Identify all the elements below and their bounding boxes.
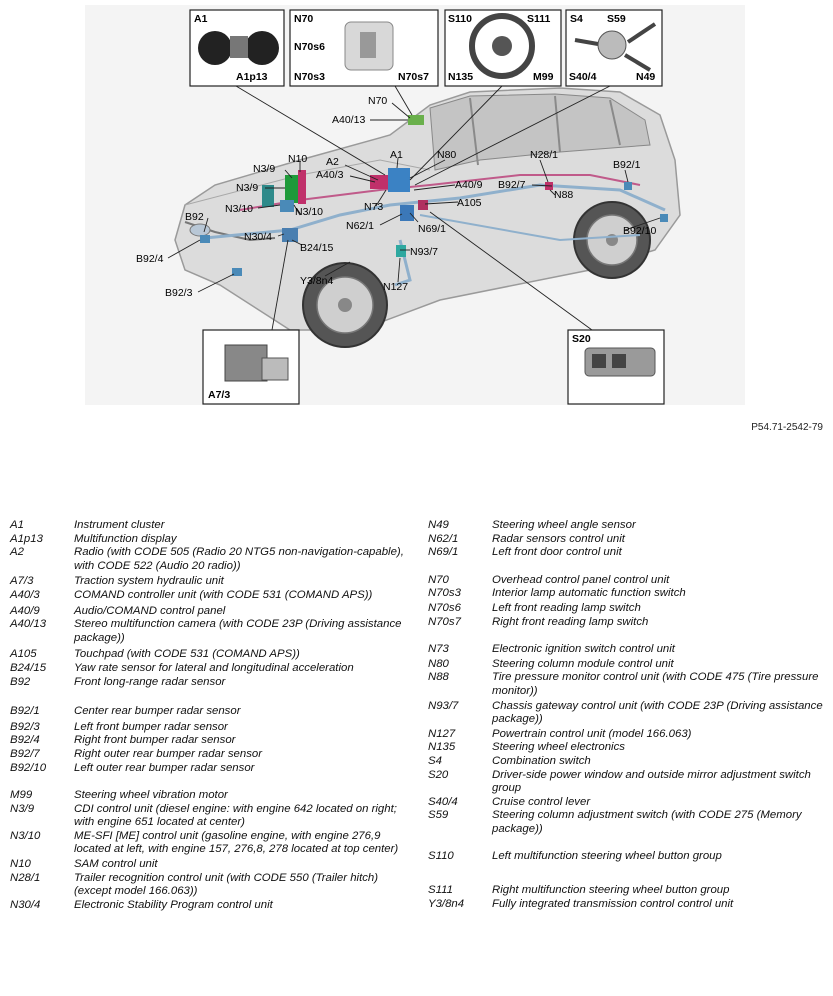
legend-row	[10, 858, 410, 872]
callout-label: B92/10	[623, 225, 657, 237]
legend-description: Center rear bumper radar sensor	[74, 705, 241, 718]
legend-row	[10, 734, 410, 748]
callout-label: N3/9	[236, 182, 259, 194]
callout-label: N10	[288, 153, 308, 165]
legend-code: N70s6	[428, 601, 461, 614]
callout-label: A1	[194, 13, 208, 25]
legend-row	[10, 589, 410, 603]
legend-code: B92/1	[10, 705, 40, 718]
callout-label: N69/1	[418, 223, 447, 235]
legend-description: Trailer recognition control unit (with CODE 550 (Trailer hitch) (except model 166.063))	[74, 871, 379, 898]
callout-label: N3/9	[253, 163, 276, 175]
callout-label: S40/4	[569, 71, 597, 83]
legend-description: Left front bumper radar sensor	[74, 720, 228, 733]
callout-label: B92/1	[613, 159, 641, 171]
legend-code: A1	[10, 519, 24, 531]
legend-row	[428, 602, 828, 616]
legend-row	[428, 898, 828, 912]
legend-description: Electronic ignition switch control unit	[492, 643, 675, 656]
legend-description: Interior lamp automatic function switch	[492, 587, 686, 600]
legend-description: Radar sensors control unit	[492, 532, 625, 545]
callout-label: S111	[527, 13, 551, 25]
callout-label: N135	[448, 71, 474, 83]
legend-description: Traction system hydraulic unit	[74, 575, 224, 588]
legend-code: N28/1	[10, 871, 41, 884]
callout-label: S4	[570, 13, 583, 25]
callout-label: B92	[185, 211, 204, 223]
legend-row	[428, 519, 828, 533]
legend-description: Steering wheel electronics	[492, 741, 625, 754]
legend-description: CDI control unit (diesel engine: with engine 642 located on right; with engine 651 located at center)	[74, 802, 397, 829]
legend-code: S20	[428, 768, 449, 781]
legend-code: N73	[428, 643, 449, 656]
legend-description: Instrument cluster	[74, 519, 165, 531]
legend-code: N3/9	[10, 802, 35, 815]
legend-code: Y3/8n4	[428, 897, 465, 910]
legend-description: SAM control unit	[74, 858, 158, 871]
legend-code: N88	[428, 671, 449, 684]
callout-label: N3/10	[225, 203, 254, 215]
legend-row	[10, 899, 410, 913]
legend-row	[10, 605, 410, 619]
legend-description: Right front bumper radar sensor	[74, 734, 236, 747]
legend-code: N127	[428, 727, 456, 740]
legend-row	[428, 587, 828, 601]
legend-row	[428, 796, 828, 810]
legend-description: COMAND controller unit (with CODE 531 (COMAND APS))	[74, 588, 373, 601]
legend-row	[10, 676, 410, 690]
legend-description: Powertrain control unit (model 166.063)	[492, 727, 692, 740]
legend-code: S59	[428, 809, 449, 822]
legend-code: M99	[10, 789, 33, 802]
callout-label: N28/1	[530, 149, 559, 161]
callout-label: A2	[326, 156, 339, 168]
legend-description: Steering wheel angle sensor	[492, 519, 636, 531]
legend-code: A1p13	[10, 532, 43, 545]
legend-description: Right multifunction steering wheel button group	[492, 884, 730, 897]
legend-code: S40/4	[428, 795, 458, 808]
callout-label: N80	[437, 149, 457, 161]
legend-row	[10, 575, 410, 589]
legend-code: A40/13	[10, 618, 47, 631]
callout-label: S20	[572, 333, 591, 345]
callout-label: N30/4	[244, 231, 273, 243]
callout-label: B24/15	[300, 242, 334, 254]
legend-row	[10, 872, 410, 899]
legend-description: Multifunction display	[74, 532, 177, 545]
legend-code: N135	[428, 741, 456, 754]
legend-description: Steering wheel vibration motor	[74, 789, 228, 802]
legend-code: N10	[10, 858, 31, 871]
callout-label: A40/3	[316, 169, 344, 181]
legend-description: Right front reading lamp switch	[492, 615, 649, 628]
legend-description: Front long-range radar sensor	[74, 675, 226, 688]
legend-code: N70s7	[428, 615, 461, 628]
callout-label: A40/13	[332, 114, 366, 126]
callout-label: N127	[383, 281, 409, 293]
legend-row	[10, 533, 410, 547]
legend-row	[10, 803, 410, 830]
legend-row	[428, 755, 828, 769]
legend-row	[10, 748, 410, 762]
callout-label: S59	[607, 13, 626, 25]
callout-label: N93/7	[410, 246, 439, 258]
legend-code: B24/15	[10, 661, 47, 674]
callout-label: M99	[533, 71, 554, 83]
legend-row	[428, 671, 828, 698]
legend-code: A40/9	[10, 604, 40, 617]
legend-description: Left outer rear bumper radar sensor	[74, 761, 255, 774]
legend-code: N80	[428, 657, 449, 670]
legend-description: Audio/COMAND control panel	[74, 604, 226, 617]
legend-row	[428, 700, 828, 727]
legend-description: Touchpad (with CODE 531 (COMAND APS))	[74, 648, 300, 661]
legend-code: N30/4	[10, 898, 41, 911]
legend-description: ME-SFI [ME] control unit (gasoline engine, with engine 276,9 located at left, with engine 157, 276,8, 278 located at top center)	[74, 829, 399, 856]
legend-description: Left front door control unit	[492, 546, 622, 559]
legend-row	[10, 721, 410, 735]
callout-label: B92/4	[136, 253, 164, 265]
legend-code: A40/3	[10, 588, 40, 601]
legend-row	[10, 830, 410, 857]
vehicle-component-diagram	[0, 0, 833, 440]
legend-description: Stereo multifunction camera (with CODE 23P (Driving assistance package))	[74, 618, 402, 644]
legend-row	[428, 616, 828, 630]
legend-description: Yaw rate sensor for lateral and longitudinal acceleration	[74, 661, 354, 674]
legend-code: N49	[428, 519, 449, 531]
legend-row	[10, 618, 410, 645]
legend-code: A105	[10, 648, 37, 661]
callout-label: N70s6	[294, 41, 325, 53]
legend-description: Chassis gateway control unit (with CODE 23P (Driving assistance package))	[492, 699, 823, 726]
legend-code: N62/1	[428, 532, 459, 545]
callout-label: N70s7	[398, 71, 429, 83]
callout-label: A105	[457, 197, 482, 209]
callout-label: N3/10	[295, 206, 324, 218]
callout-label: N73	[364, 201, 384, 213]
legend-row	[10, 648, 410, 662]
legend-description: Steering column adjustment switch (with CODE 275 (Memory package))	[492, 809, 802, 835]
callout-label: A1	[390, 149, 403, 161]
legend-code: B92/7	[10, 747, 40, 760]
legend-code: N69/1	[428, 546, 459, 559]
legend-description: Overhead control panel control unit	[492, 573, 670, 586]
legend-row	[428, 850, 828, 864]
callout-label: Y3/8n4	[300, 275, 334, 287]
legend-row	[428, 574, 828, 588]
legend-code: B92	[10, 675, 31, 688]
legend-code: N3/10	[10, 829, 41, 842]
legend-row	[10, 789, 410, 803]
legend-code: A7/3	[10, 575, 34, 588]
legend-description: Fully integrated transmission control control unit	[492, 897, 734, 910]
figure-reference: P54.71-2542-79	[751, 422, 823, 433]
legend-description: Combination switch	[492, 754, 591, 767]
legend-code: B92/10	[10, 761, 47, 774]
callout-label: N62/1	[346, 220, 375, 232]
legend-row	[428, 728, 828, 742]
legend-description: Steering column module control unit	[492, 657, 674, 670]
legend-code: N70	[428, 573, 449, 586]
callout-label: A40/9	[455, 179, 483, 191]
legend-code: N93/7	[428, 699, 459, 712]
callout-label: B92/7	[498, 179, 526, 191]
callout-label: A1p13	[236, 71, 268, 83]
callout-label: N49	[636, 71, 656, 83]
legend-left	[10, 519, 410, 912]
legend-description: Electronic Stability Program control unit	[74, 898, 273, 911]
callout-label: B92/3	[165, 287, 193, 299]
legend-row	[10, 762, 410, 776]
legend-row	[10, 519, 410, 533]
legend-code: A2	[10, 546, 24, 559]
legend-row	[428, 769, 828, 796]
legend-description: Right outer rear bumper radar sensor	[74, 747, 263, 760]
callout-label: N70	[294, 13, 314, 25]
legend-code: N70s3	[428, 587, 461, 600]
legend-row	[428, 884, 828, 898]
legend-row	[428, 643, 828, 657]
callout-label: S110	[448, 13, 472, 25]
callout-label: N88	[554, 189, 574, 201]
legend-description: Left multifunction steering wheel button group	[492, 850, 722, 863]
callout-label: A7/3	[208, 389, 231, 401]
legend-right	[428, 519, 828, 911]
legend-description: Cruise control lever	[492, 795, 591, 808]
legend-row	[428, 809, 828, 836]
legend-row	[428, 546, 828, 560]
legend-description: Driver-side power window and outside mirror adjustment switch group	[492, 768, 811, 795]
legend-row	[10, 705, 410, 719]
legend-description: Radio (with CODE 505 (Radio 20 NTG5 non-navigation-capable), with CODE 522 (Audio 20 radio))	[74, 546, 404, 572]
callout-label: N70	[368, 95, 388, 107]
legend-row	[428, 533, 828, 547]
legend-row	[428, 658, 828, 672]
legend-row	[428, 741, 828, 755]
legend-code: S110	[428, 850, 454, 863]
legend-row	[10, 546, 410, 573]
legend-description: Left front reading lamp switch	[492, 601, 641, 614]
legend-description: Tire pressure monitor control unit (with CODE 475 (Tire pressure monitor))	[492, 671, 819, 697]
legend-code: S111	[428, 884, 453, 897]
legend-code: B92/3	[10, 720, 40, 733]
callout-label: N70s3	[294, 71, 325, 83]
legend-row	[10, 662, 410, 676]
legend-code: S4	[428, 754, 442, 767]
legend-code: B92/4	[10, 734, 40, 747]
